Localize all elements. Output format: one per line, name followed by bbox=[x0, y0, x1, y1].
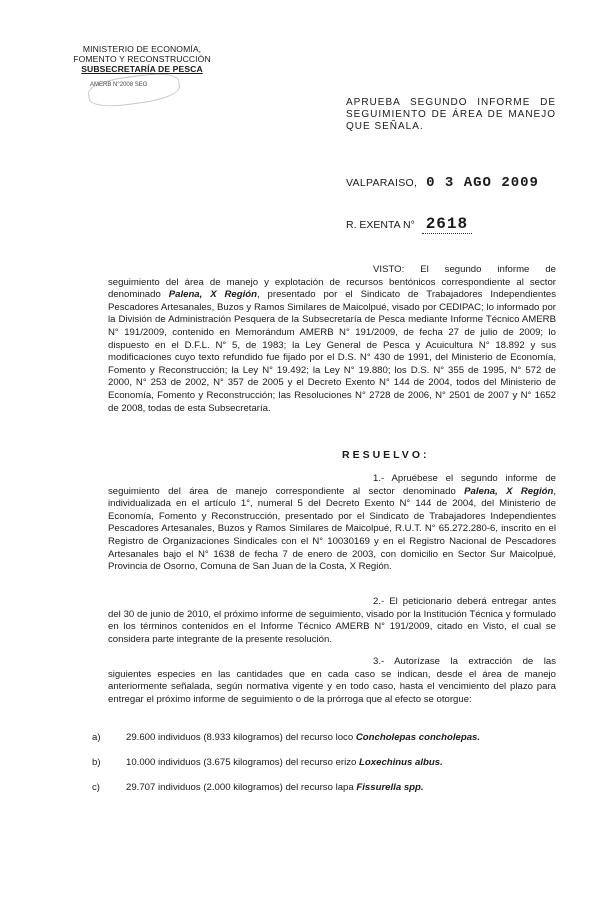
visto-lead: VISTO: El segundo informe de seguimiento del área de manejo y explotación de recursos bentónicos correspondiente al sector denominado bbox=[108, 264, 556, 301]
ministry-name: MINISTERIO DE ECONOMÍA, bbox=[82, 44, 202, 54]
visto-sector-name: Palena, X Región bbox=[168, 289, 257, 301]
article-1-sector-name: Palena, X Región bbox=[464, 485, 554, 497]
item-quantity: 29.707 individuos (2.000 kilogramos) del recurso lapa bbox=[126, 782, 357, 793]
resolution-label: R. EXENTA N° bbox=[346, 219, 415, 231]
resolution-number: 2618 bbox=[422, 215, 472, 234]
item-text bbox=[126, 757, 443, 769]
item-species: Fissurella spp. bbox=[356, 782, 424, 793]
document-subject: APRUEBA SEGUNDO INFORME DE SEGUIMIENTO DE ÁREA DE MANEJO QUE SEÑALA. bbox=[346, 97, 556, 132]
item-quantity: 10.000 individuos (3.675 kilogramos) del recurso erizo bbox=[126, 757, 360, 768]
date-stamp: 0 3 AGO 2009 bbox=[426, 175, 539, 191]
article-3-paragraph: 3.- Autorízase la extracción de las siguientes especies en las cantidades que en cada caso se indican, desde el área de manejo anteriormente señalada, según normativa vigente y en todo caso, hasta el vencimiento del plazo para entregar el próximo informe de seguimiento o de la prórroga que al efecto se otorgue: bbox=[108, 656, 556, 705]
resolution-number-line bbox=[346, 215, 472, 233]
ministry-name-2: FOMENTO Y RECONSTRUCCIÓN bbox=[73, 54, 211, 64]
item-species: Loxechinus albus. bbox=[359, 757, 443, 768]
reference-code: AMERB N°2008 SEG bbox=[90, 82, 148, 88]
visto-paragraph bbox=[108, 264, 556, 415]
place-and-date bbox=[346, 175, 539, 191]
office-stamp bbox=[86, 70, 181, 111]
article-1-rest: , individualizada en el artículo 1°, numeral 5 del Decreto Exento N° 144 de 2004, del Ministerio de Economía, Fomento y Reconstrucción, presentado por el Sindicato de Trabajadores Independientes Pescadores Artesanales, Buzos y Ramos Similares de Maicolpué, R.U.T. N° 65.272.280-6, inscrito en el Registro de Organizaciones Sindicales con el N° 10030169 y en el Registro Nacional de Pescadores Artesanales bajo el N° 1638 de fecha 7 de enero de 2003, con domicilio en Sector Sur Maicolpué, Provincia de Osorno, Comuna de San Juan de la Costa, X Región. bbox=[108, 485, 556, 573]
item-text bbox=[126, 782, 424, 794]
subsecretaria-name: SUBSECRETARÍA DE PESCA bbox=[81, 64, 203, 74]
item-label: b) bbox=[92, 757, 101, 768]
item-species: Concholepas concholepas. bbox=[355, 732, 481, 743]
article-1-lead: 1.- Apruébese el segundo informe de seguimiento del área de manejo correspondiente al sector denominado bbox=[108, 473, 556, 497]
item-label: c) bbox=[92, 782, 100, 793]
item-quantity: 29.600 individuos (8.933 kilogramos) del recurso loco bbox=[126, 732, 356, 743]
place-name: VALPARAISO, bbox=[346, 177, 418, 189]
resuelvo-heading: RESUELVO: bbox=[342, 449, 430, 461]
item-text bbox=[126, 732, 480, 744]
letterhead bbox=[62, 44, 222, 74]
item-label: a) bbox=[92, 732, 101, 743]
visto-rest: , presentado por el Sindicato de Trabajadores Independientes Pescadores Artesanales, Buzos y Ramos Similares de Maicolpué, visado por CEDIPAC; lo informado por la División de Administración Pesquera de la Subsecretaría de Pesca mediante Informe Técnico AMERB N° 191/2009, contenido en Memorándum AMERB N° 191/2009, de fecha 27 de julio de 2009; lo dispuesto en el D.F.L. N° 5, de 1983; la Ley General de Pesca y Acuicultura N° 18.892 y sus modificaciones cuyo texto refundido fue fijado por el D.S. N° 430 de 1991, del Ministerio de Economía, Fomento y Reconstrucción; la Ley N° 19.492; la Ley N° 19.880; los D.S. N° 355 de 1995, N° 572 de 2000, N° 253 de 2002, N° 357 de 2005 y el Decreto Exento N° 144 de 2004, todos del Ministerio de Economía, Fomento y Reconstrucción; las Resoluciones N° 2728 de 2006, N° 2501 de 2007 y N° 1652 de 2008, todas de esta Subsecretaría. bbox=[108, 289, 556, 414]
article-2-paragraph: 2.- El peticionario deberá entregar antes del 30 de junio de 2010, el próximo informe de seguimiento, visado por la Institución Técnica y formulado en los términos contenidos en el Informe Técnico AMERB N° 191/2009, citado en Visto, el cual se considera parte integrante de la presente resolución. bbox=[108, 596, 556, 645]
article-1-paragraph bbox=[108, 473, 556, 574]
